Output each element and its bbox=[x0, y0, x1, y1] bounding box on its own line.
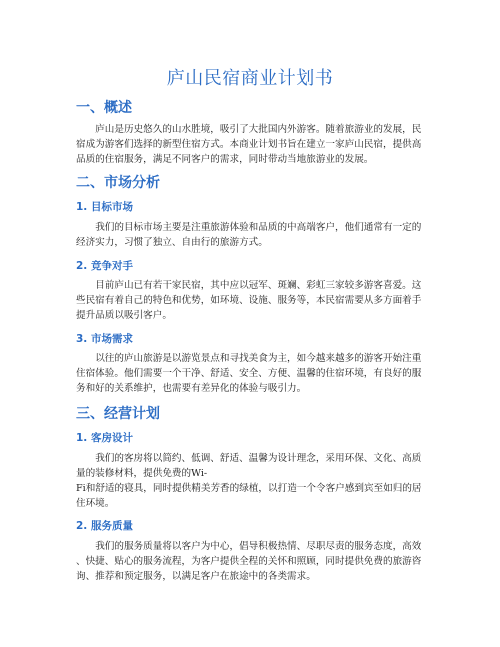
subsection-heading-service-quality: 2. 服务质量 bbox=[76, 520, 133, 532]
paragraph-line: 以往的庐山旅游是以游览景点和寻找美食为主，如今越来越多的游客开始注重 bbox=[95, 353, 422, 364]
subsection-heading-competitors: 2. 竞争对手 bbox=[76, 260, 133, 272]
market-demand-paragraph bbox=[76, 351, 428, 396]
paragraph-line: 宿成为游客们选择的新型住宿方式。本商业计划书旨在建立一家庐山民宿，提供高 bbox=[76, 139, 422, 150]
paragraph-line: 我们的目标市场主要是注重旅游体验和品质的中高端客户，他们通常有一定的 bbox=[95, 222, 422, 233]
service-quality-paragraph bbox=[76, 539, 428, 584]
paragraph-line: 目前庐山已有若干家民宿，其中应以冠军、斑斓、彩虹三家较多游客喜爱。这 bbox=[95, 280, 422, 291]
paragraph-line: 住环境。 bbox=[76, 498, 115, 509]
paragraph-line: 品质的住宿服务，满足不同客户的需求，同时带动当地旅游业的发展。 bbox=[76, 154, 374, 165]
subsection-heading-market-demand: 3. 市场需求 bbox=[76, 333, 133, 345]
paragraph-line: 、快捷、贴心的服务流程，为客户提供全程的关怀和照顾，同时提供免费的旅游咨 bbox=[76, 556, 422, 567]
target-market-paragraph bbox=[76, 220, 428, 250]
paragraph-line: 询、推荐和预定服务，以满足客户在旅途中的各类需求。 bbox=[76, 571, 316, 582]
section-heading-operations-plan: 三、经营计划 bbox=[76, 406, 160, 422]
room-design-paragraph bbox=[76, 451, 428, 511]
overview-paragraph bbox=[76, 122, 428, 167]
paragraph-line: 量的装修材料，提供免费的Wi- bbox=[76, 468, 208, 479]
paragraph-line: 庐山是历史悠久的山水胜境，吸引了大批国内外游客。随着旅游业的发展，民 bbox=[95, 124, 422, 135]
subsection-heading-room-design: 1. 客房设计 bbox=[76, 432, 133, 444]
section-heading-market-analysis: 二、市场分析 bbox=[76, 175, 160, 191]
competitors-paragraph bbox=[76, 278, 428, 323]
paragraph-line: 住宿体验。他们需要一个干净、舒适、安全、方便、温馨的住宿环境，有良好的服 bbox=[76, 368, 422, 379]
paragraph-line: 我们的服务质量将以客户为中心，倡导积极热情、尽职尽责的服务态度，高效 bbox=[95, 541, 422, 552]
paragraph-line: 务和好的关系维护，也需要有差异化的体验与吸引力。 bbox=[76, 383, 307, 394]
section-heading-overview: 一、概述 bbox=[76, 100, 132, 116]
paragraph-line: 经济实力，习惯了独立、自由行的旅游方式。 bbox=[76, 237, 268, 248]
subsection-heading-target-market: 1. 目标市场 bbox=[76, 201, 133, 213]
paragraph-line: 我们的客房将以简约、低调、舒适、温馨为设计理念，采用环保、文化、高质 bbox=[95, 453, 422, 464]
paragraph-line: 提升品质以吸引客户。 bbox=[76, 310, 172, 321]
document-title: 庐山民宿商业计划书 bbox=[166, 68, 334, 89]
paragraph-line: 些民宿有着自己的特色和优势，如环境、设施、服务等，本民宿需要从多方面着手 bbox=[76, 295, 422, 306]
paragraph-line: Fi和舒适的寝具，同时提供精美芳香的绿植，以打造一个令客户感到宾至如归的居 bbox=[76, 483, 422, 494]
